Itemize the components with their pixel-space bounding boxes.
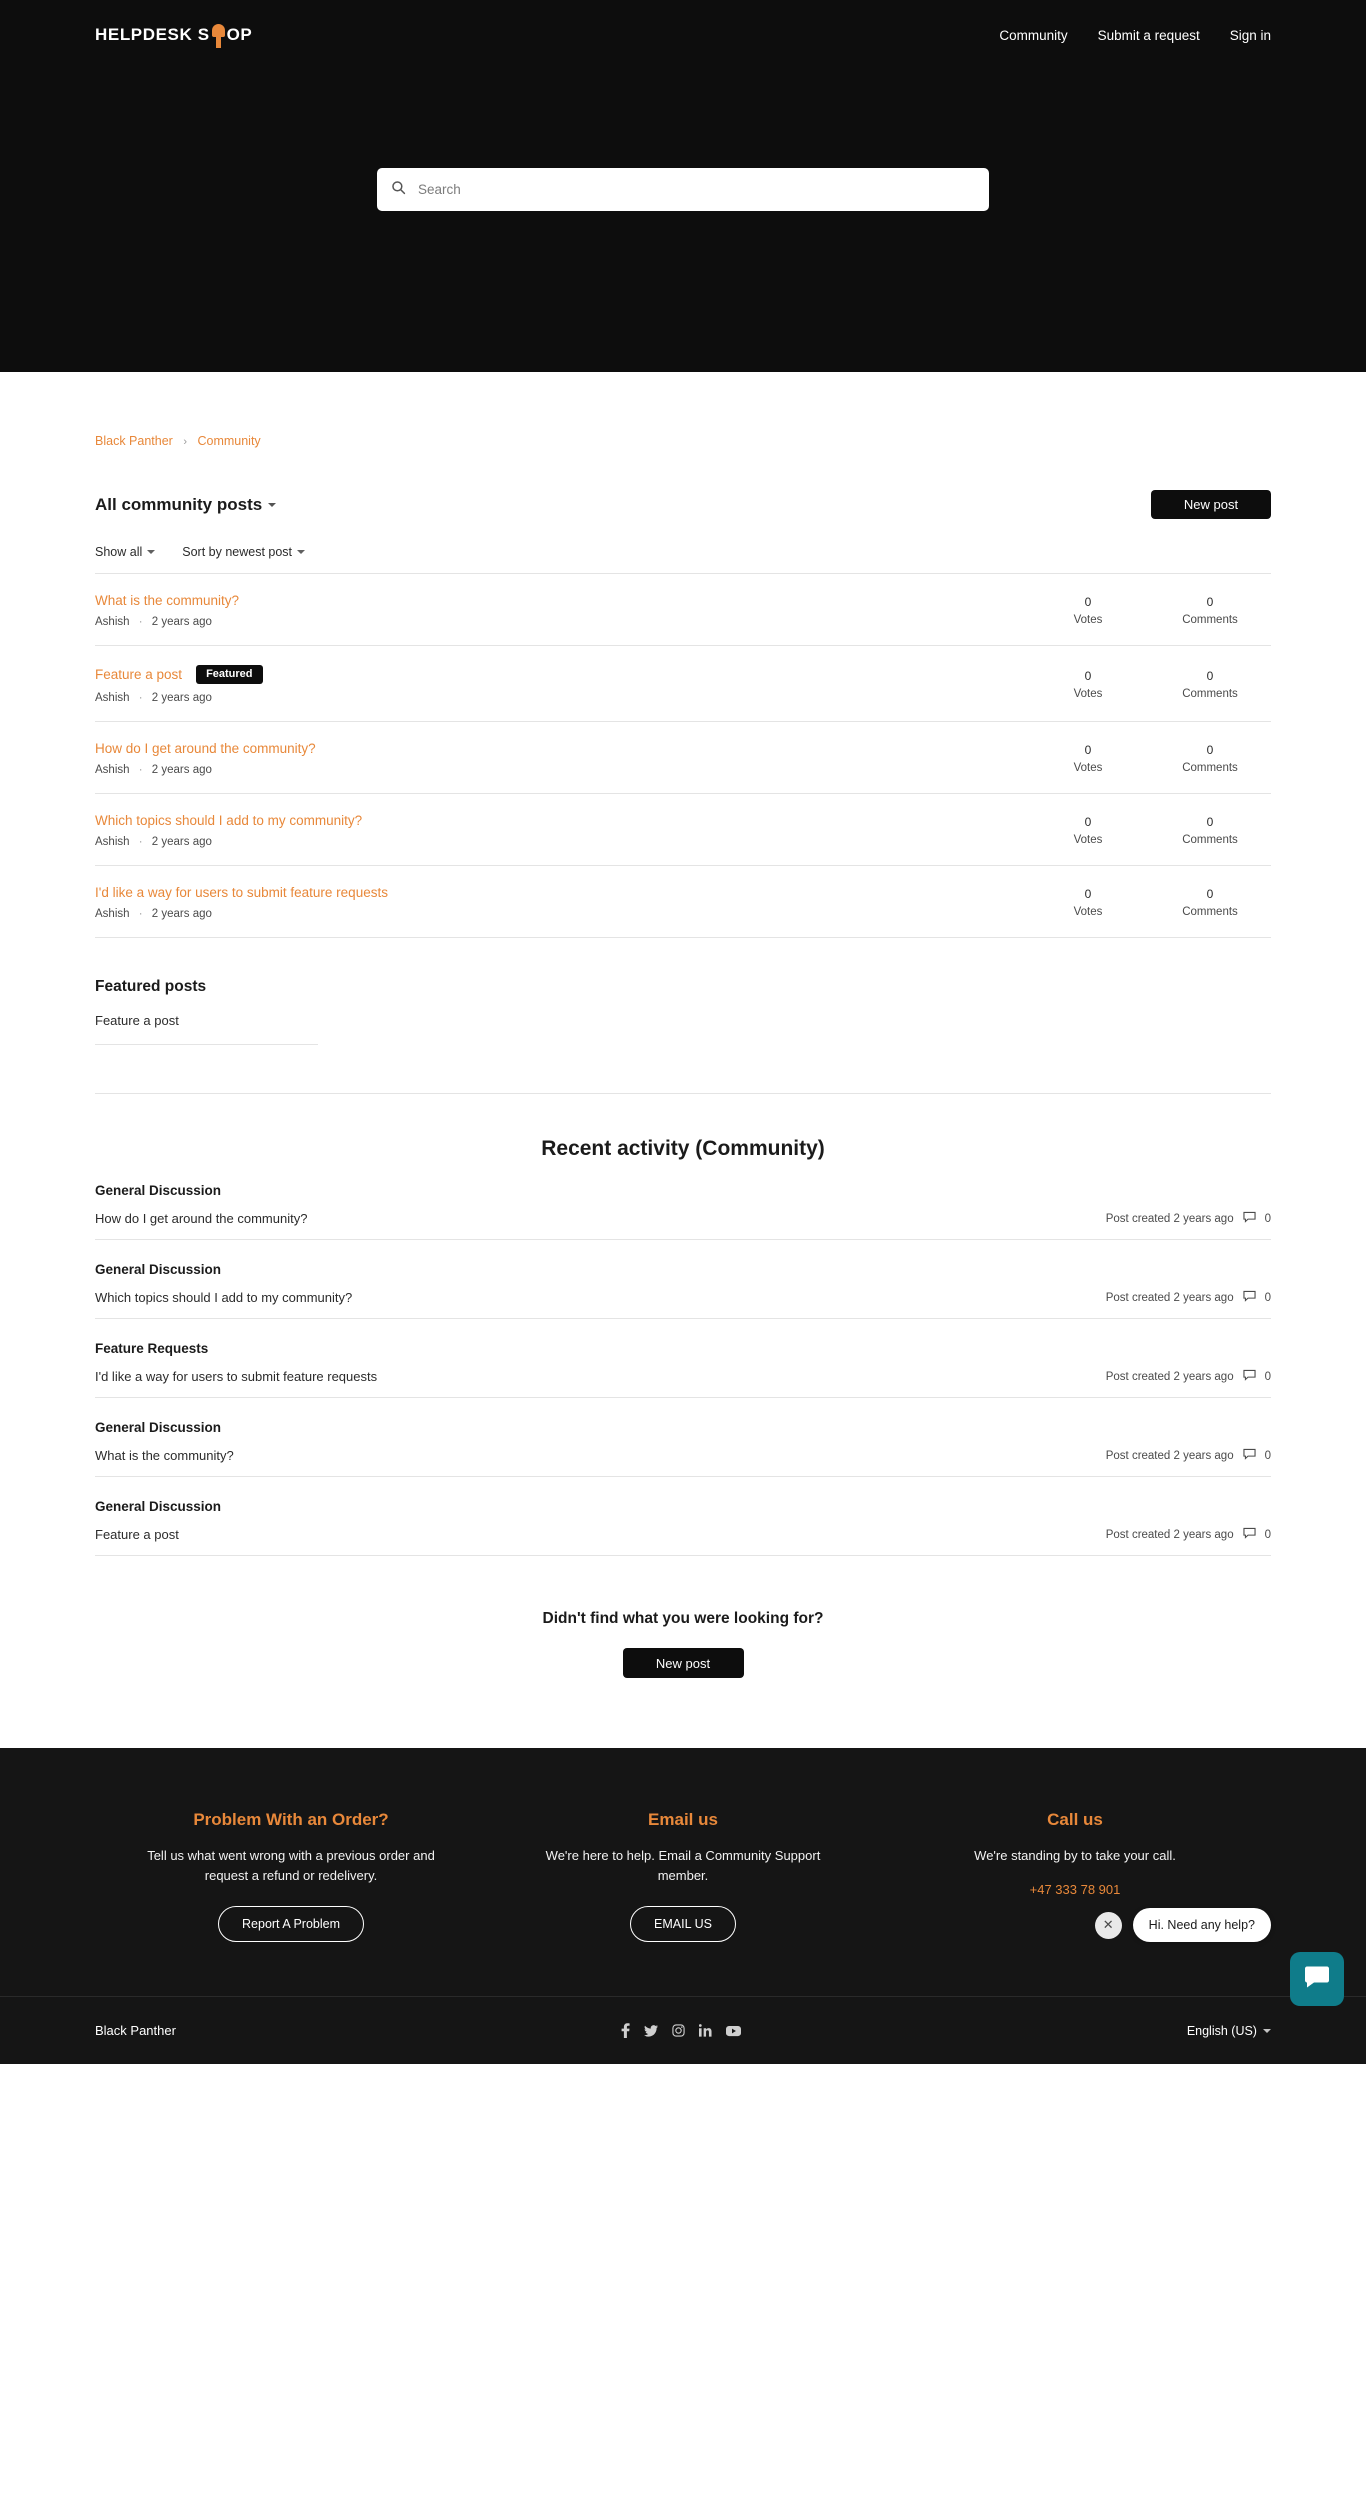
- list-item: [95, 1341, 1271, 1398]
- comment-icon: [1243, 1448, 1256, 1463]
- facebook-icon[interactable]: [621, 2023, 630, 2038]
- activity-row: [95, 1527, 1271, 1542]
- main-content: [0, 372, 1366, 1748]
- post-title-line: [95, 813, 1027, 828]
- post-meta: [95, 616, 1027, 628]
- post-votes: [1027, 595, 1149, 626]
- post-main: [95, 593, 1027, 628]
- activity-meta: [1106, 1369, 1271, 1384]
- activity-created-meta: Post created 2 years ago: [1105, 1212, 1234, 1225]
- meta-separator: ·: [138, 836, 143, 848]
- post-meta: [95, 836, 1027, 848]
- section-divider: [95, 1093, 1271, 1094]
- activity-meta: [1106, 1527, 1271, 1542]
- search-input[interactable]: [416, 181, 975, 198]
- list-item: [95, 1262, 1271, 1319]
- table-row: [95, 721, 1271, 793]
- post-votes-count: 0: [1084, 669, 1092, 683]
- post-title-line: [95, 593, 1027, 608]
- post-title-link[interactable]: How do I get around the community?: [95, 741, 316, 756]
- activity-category[interactable]: General Discussion: [95, 1183, 222, 1198]
- post-title-line: [95, 741, 1027, 756]
- activity-row: [95, 1448, 1271, 1463]
- activity-meta: [1106, 1290, 1271, 1305]
- post-comments-label: Comments: [1182, 614, 1238, 626]
- close-icon[interactable]: ✕: [1095, 1912, 1122, 1939]
- twitter-icon[interactable]: [644, 2025, 658, 2037]
- filter-sort-by-label: Sort by newest post: [182, 545, 293, 559]
- nav-link-community[interactable]: Community: [999, 27, 1068, 43]
- activity-row: [95, 1211, 1271, 1226]
- post-title-link[interactable]: Feature a post: [95, 667, 183, 682]
- footer-body: Tell us what went wrong with a previous order and request a refund or redelivery.: [147, 1848, 435, 1883]
- instagram-icon[interactable]: [672, 2024, 685, 2037]
- featured-post-item[interactable]: Feature a post: [95, 996, 318, 1045]
- footer-column-problem-with-an-order: [95, 1810, 487, 1942]
- post-comments: [1149, 743, 1271, 774]
- post-votes-label: Votes: [1073, 906, 1103, 918]
- post-title-link[interactable]: Which topics should I add to my community?: [95, 813, 363, 828]
- post-comments-count: 0: [1206, 595, 1214, 609]
- footer-heading: Email us: [648, 1810, 718, 1829]
- activity-created-meta: Post created 2 years ago: [1105, 1291, 1234, 1304]
- site-footer: [0, 1748, 1366, 2064]
- post-votes: [1027, 815, 1149, 846]
- top-navigation-bar: [0, 0, 1366, 48]
- post-main: [95, 885, 1027, 920]
- nav-link-sign-in[interactable]: Sign in: [1229, 27, 1271, 43]
- language-selector-label: English (US): [1186, 2023, 1257, 2038]
- table-row: [95, 573, 1271, 645]
- chevron-down-icon: [297, 550, 305, 554]
- footer-body: We're standing by to take your call.: [974, 1848, 1176, 1863]
- post-time: 2 years ago: [151, 836, 212, 848]
- post-votes: [1027, 743, 1149, 774]
- activity-comment-count: 0: [1264, 1449, 1271, 1462]
- chat-greeting-message[interactable]: Hi. Need any help?: [1133, 1908, 1271, 1942]
- filter-show-all[interactable]: [95, 545, 155, 559]
- post-time: 2 years ago: [151, 764, 212, 776]
- post-comments-count: 0: [1206, 815, 1214, 829]
- post-main: [95, 665, 1027, 704]
- post-comments-label: Comments: [1182, 688, 1238, 700]
- breadcrumb-separator-icon: ›: [183, 436, 187, 448]
- post-author: Ashish: [95, 764, 130, 776]
- activity-category[interactable]: Feature Requests: [95, 1341, 209, 1356]
- post-votes-label: Votes: [1073, 834, 1103, 846]
- chat-greeting: [1095, 1908, 1271, 1942]
- table-row: [95, 793, 1271, 865]
- site-header: [0, 0, 1366, 372]
- activity-post-title[interactable]: I'd like a way for users to submit feature requests: [95, 1369, 378, 1384]
- post-meta: [95, 908, 1027, 920]
- search-box[interactable]: [377, 168, 989, 211]
- cta-heading: Didn't find what you were looking for?: [542, 1610, 824, 1627]
- meta-separator: ·: [138, 616, 143, 628]
- comment-icon: [1243, 1211, 1256, 1226]
- post-comments-count: 0: [1206, 743, 1214, 757]
- post-comments: [1149, 815, 1271, 846]
- bell-icon: [211, 22, 226, 48]
- recent-activity-heading: Recent activity (Community): [541, 1137, 825, 1160]
- meta-separator: ·: [138, 764, 143, 776]
- activity-created-meta: Post created 2 years ago: [1105, 1449, 1234, 1462]
- youtube-icon[interactable]: [726, 2025, 741, 2037]
- site-logo[interactable]: [95, 22, 252, 48]
- activity-comment-count: 0: [1264, 1212, 1271, 1225]
- chevron-down-icon: [147, 550, 155, 554]
- post-votes-label: Votes: [1073, 688, 1103, 700]
- meta-separator: ·: [138, 908, 143, 920]
- activity-comment-count: 0: [1264, 1291, 1271, 1304]
- breadcrumb: [95, 372, 1271, 448]
- footer-columns: [0, 1748, 1366, 1996]
- activity-post-title[interactable]: Feature a post: [95, 1527, 179, 1542]
- filter-show-all-label: Show all: [95, 545, 143, 559]
- post-time: 2 years ago: [151, 908, 212, 920]
- post-votes: [1027, 669, 1149, 700]
- comment-icon: [1243, 1527, 1256, 1542]
- activity-created-meta: Post created 2 years ago: [1105, 1528, 1234, 1541]
- post-main: [95, 813, 1027, 848]
- activity-meta: [1106, 1211, 1271, 1226]
- post-main: [95, 741, 1027, 776]
- post-votes-count: 0: [1084, 887, 1092, 901]
- community-post-list: [95, 573, 1271, 938]
- breadcrumb-item-community[interactable]: Community: [197, 434, 261, 448]
- bottom-cta: [95, 1610, 1271, 1748]
- social-links: [621, 2023, 741, 2038]
- post-comments: [1149, 595, 1271, 626]
- search-area: [0, 168, 1366, 211]
- footer-column-email-us: [487, 1810, 879, 1942]
- footer-brand-name: Black Panther: [95, 2023, 176, 2038]
- post-title-link[interactable]: What is the community?: [95, 593, 240, 608]
- post-votes: [1027, 887, 1149, 918]
- post-filters: [95, 545, 1271, 559]
- footer-heading: Call us: [1047, 1810, 1103, 1829]
- email-us-button[interactable]: EMAIL US: [630, 1906, 736, 1942]
- footer-bottom-bar: [0, 1996, 1366, 2064]
- footer-body: We're here to help. Email a Community Support member.: [545, 1848, 821, 1883]
- activity-post-title[interactable]: Which topics should I add to my community?: [95, 1290, 353, 1305]
- chat-icon: [1304, 1965, 1330, 1994]
- linkedin-icon[interactable]: [699, 2024, 712, 2037]
- post-meta: [95, 692, 1027, 704]
- activity-category[interactable]: General Discussion: [95, 1262, 222, 1277]
- community-posts-header: [95, 490, 1271, 519]
- post-title-line: [95, 665, 1027, 684]
- recent-activity-list: [95, 1183, 1271, 1556]
- post-votes-count: 0: [1084, 595, 1092, 609]
- chevron-down-icon: [268, 503, 276, 507]
- post-votes-label: Votes: [1073, 614, 1103, 626]
- filter-sort-by[interactable]: [182, 545, 305, 559]
- chat-launcher-button[interactable]: [1290, 1952, 1344, 2006]
- post-votes-label: Votes: [1073, 762, 1103, 774]
- post-votes-count: 0: [1084, 815, 1092, 829]
- activity-comment-count: 0: [1264, 1370, 1271, 1383]
- post-comments-label: Comments: [1182, 762, 1238, 774]
- activity-category[interactable]: General Discussion: [95, 1420, 222, 1435]
- post-comments-count: 0: [1206, 887, 1214, 901]
- post-meta: [95, 764, 1027, 776]
- post-time: 2 years ago: [151, 616, 212, 628]
- table-row: [95, 645, 1271, 721]
- activity-post-title[interactable]: What is the community?: [95, 1448, 234, 1463]
- language-selector[interactable]: [1187, 2024, 1271, 2038]
- post-author: Ashish: [95, 908, 130, 920]
- list-item: [95, 1183, 1271, 1240]
- report-a-problem-button[interactable]: Report A Problem: [218, 1906, 364, 1942]
- post-title-line: [95, 885, 1027, 900]
- post-title-link[interactable]: I'd like a way for users to submit feature requests: [95, 885, 388, 900]
- logo-text-right: OP: [226, 25, 253, 44]
- table-row: [95, 865, 1271, 938]
- footer-heading: Problem With an Order?: [193, 1810, 389, 1829]
- status-badge: Featured: [196, 665, 262, 684]
- new-post-button-top[interactable]: New post: [1151, 490, 1271, 519]
- activity-created-meta: Post created 2 years ago: [1105, 1370, 1234, 1383]
- list-item: [95, 1499, 1271, 1556]
- post-author: Ashish: [95, 836, 130, 848]
- logo-text-left: HELPDESK S: [95, 25, 210, 44]
- activity-category[interactable]: General Discussion: [95, 1499, 222, 1514]
- post-comments-count: 0: [1206, 669, 1214, 683]
- activity-post-title[interactable]: How do I get around the community?: [95, 1211, 308, 1226]
- nav-link-submit-a-request[interactable]: Submit a request: [1097, 27, 1200, 43]
- post-comments: [1149, 887, 1271, 918]
- post-comments-label: Comments: [1182, 834, 1238, 846]
- post-votes-count: 0: [1084, 743, 1092, 757]
- page-title: All community posts: [95, 494, 263, 514]
- activity-comment-count: 0: [1264, 1528, 1271, 1541]
- post-author: Ashish: [95, 692, 130, 704]
- post-time: 2 years ago: [151, 692, 212, 704]
- list-item: [95, 1420, 1271, 1477]
- post-comments-label: Comments: [1182, 906, 1238, 918]
- search-icon: [391, 180, 406, 200]
- activity-row: [95, 1369, 1271, 1384]
- header-nav-links: [999, 28, 1271, 43]
- post-comments: [1149, 669, 1271, 700]
- breadcrumb-item-black-panther[interactable]: Black Panther: [95, 434, 173, 448]
- new-post-button-bottom[interactable]: New post: [623, 1648, 744, 1678]
- activity-row: [95, 1290, 1271, 1305]
- community-posts-title-dropdown[interactable]: [95, 495, 276, 515]
- chevron-down-icon: [1263, 2029, 1271, 2033]
- comment-icon: [1243, 1290, 1256, 1305]
- post-author: Ashish: [95, 616, 130, 628]
- activity-meta: [1106, 1448, 1271, 1463]
- meta-separator: ·: [138, 692, 143, 704]
- footer-phone-number[interactable]: +47 333 78 901: [1029, 1881, 1121, 1897]
- comment-icon: [1243, 1369, 1256, 1384]
- featured-posts-heading: Featured posts: [95, 978, 207, 995]
